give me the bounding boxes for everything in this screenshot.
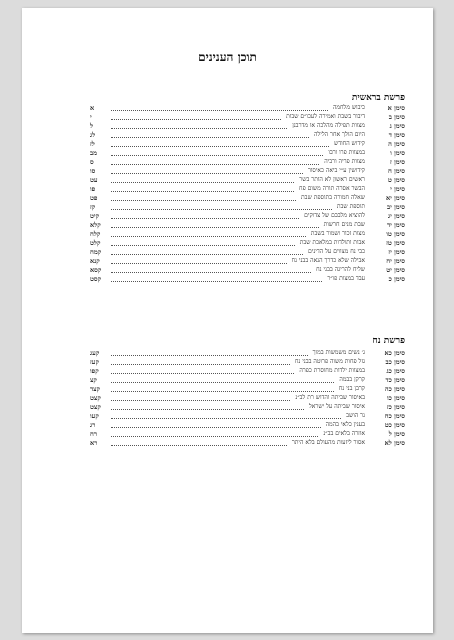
toc-topic: מצות זכור ושמור בשבת [310,230,365,237]
dot-leader [111,212,299,219]
toc-simon-label: סימן טז [386,238,405,247]
toc-topic: היום הולך אחר הלילה [314,131,365,138]
dot-leader [111,439,287,446]
toc-simon-label: סימן טו [386,229,405,238]
dot-leader [111,367,294,374]
dot-leader [111,167,303,174]
toc-simon-label: סימן יט [386,265,405,274]
toc-topic: אסור ליזעות מהעולם בלא היתר [291,439,365,446]
toc-page-number: י [90,112,92,121]
toc-topic: קרבן בני נח [338,385,365,392]
toc-topic: עבד במצות פו״ר [327,275,365,282]
toc-page-number: ל [90,121,94,130]
dot-leader [111,113,281,120]
toc-row [90,139,405,148]
toc-page-number: פט [90,193,98,202]
toc-page-number: קעג [90,348,100,357]
toc-simon-label: סימן א [387,103,405,112]
toc-topic: אבות ותולדות במלאכת שבת [299,239,365,246]
dot-leader [111,376,334,383]
toc-simon-label: סימן לא [384,438,405,447]
toc-topic: כבי נח מצווים על הדינים [308,248,365,255]
toc-row [90,402,405,411]
toc-row [90,411,405,420]
toc-topic: אוזרה בלאים בב״נ [323,430,365,437]
toc-page-number: קעז [90,357,99,366]
toc-simon-label: סימן כו [386,393,405,402]
toc-page-number: קסא [90,265,102,274]
toc-row [90,130,405,139]
toc-list-bereshit [90,103,405,283]
toc-topic: דיבור בשבת ואמירה לעכו״ם שבות [286,113,365,120]
dot-leader [111,257,287,264]
dot-leader [111,104,328,111]
toc-simon-label: סימן כג [386,366,405,375]
dot-leader [111,275,322,282]
toc-row [90,148,405,157]
toc-page-number: קפו [90,366,99,375]
toc-topic: בענין כלאי בהמה [325,421,365,428]
toc-simon-label: סימן כט [384,420,405,429]
toc-simon-label: סימן כז [386,402,405,411]
dot-leader [111,421,321,428]
toc-simon-label: סימן ו [390,148,405,157]
dot-leader [111,185,294,192]
toc-topic: נר הושב [346,412,365,419]
toc-simon-label: סימן ז [390,157,405,166]
toc-simon-label: סימן יב [386,202,405,211]
dot-leader [111,203,332,210]
toc-simon-label: סימן יד [386,220,405,229]
toc-row [90,265,405,274]
section-heading-bereshit: פרשת בראשית [351,93,405,103]
toc-row [90,121,405,130]
toc-row [90,220,405,229]
toc-topic: קידוש החודש [333,140,365,147]
toc-topic: הבשר אסרה תורה משום פח [299,185,365,192]
dot-leader [111,394,290,401]
toc-row [90,274,405,283]
toc-topic: תוספת שבת [336,203,365,210]
toc-page-number: רח [90,429,98,438]
dot-leader [111,149,323,156]
toc-row [90,112,405,121]
toc-row [90,393,405,402]
toc-simon-label: סימן ט [387,175,405,184]
toc-page-number: רג [90,420,96,429]
toc-page-number: סו [90,166,96,175]
toc-row [90,357,405,366]
toc-row [90,247,405,256]
toc-page-number: קז [90,202,96,211]
toc-topic: במצוות ילדות מחוסרת כפרה [299,367,365,374]
toc-topic: שאלה חמורה בתוספת שבת [301,194,365,201]
toc-page-number: קיט [90,211,100,220]
toc-page-number: קלא [90,220,101,229]
toc-topic: ג׳ נשים משמשות במוך [312,349,365,356]
toc-page-number: מב [90,148,97,157]
toc-page-number: קלח [90,229,101,238]
toc-simon-label: סימן ל [388,429,405,438]
dot-leader [111,430,318,437]
toc-row [90,103,405,112]
toc-topic: שבת מנים חרשות [323,221,365,228]
toc-simon-label: סימן ב [388,112,405,121]
toc-simon-label: סימן כח [384,411,405,420]
dot-leader [111,412,341,419]
dot-leader [111,266,311,273]
dot-leader [111,248,303,255]
dot-leader [111,140,329,147]
toc-page-number: קצד [90,384,101,393]
toc-page-number: קמח [90,247,102,256]
toc-row [90,438,405,447]
toc-simon-label: סימן יז [388,247,405,256]
toc-row [90,202,405,211]
toc-simon-label: סימן יג [387,211,405,220]
toc-simon-label: סימן ח [387,166,405,175]
toc-topic: מצוות תפילה מהלכה או מדרבנן [292,122,365,129]
toc-topic: קידושין ע״י ביאה כאיסור [307,167,365,174]
toc-topic: מצוות פריה ורביה [324,158,365,165]
toc-row [90,229,405,238]
toc-simon-label: סימן י [390,184,405,193]
toc-row [90,366,405,375]
toc-row [90,348,405,357]
toc-page-number: א [90,103,95,112]
toc-row [90,420,405,429]
dot-leader [111,176,294,183]
document-page [22,8,433,633]
section-heading-noach: פרשת נח [372,336,405,346]
toc-list-noach [90,348,405,447]
toc-topic: במצוות פרו ורבו [328,149,365,156]
toc-topic: כיבוש מלחמה [332,104,365,111]
toc-page-number: קצט [90,393,101,402]
toc-row [90,184,405,193]
toc-simon-label: סימן ה [388,139,405,148]
toc-row [90,384,405,393]
toc-page-number: קצ [90,375,97,384]
toc-simon-label: סימן כב [385,357,405,366]
dot-leader [111,122,287,129]
dot-leader [111,385,334,392]
toc-page-number: לג [90,130,96,139]
toc-simon-label: סימן יח [386,256,405,265]
toc-row [90,429,405,438]
toc-simon-label: סימן כ [388,274,405,283]
toc-row [90,211,405,220]
toc-topic: איסור שביתה על ישראל [309,403,365,410]
toc-simon-label: סימן יא [385,193,405,202]
toc-simon-label: סימן ד [388,130,405,139]
dot-leader [111,230,306,237]
toc-row [90,375,405,384]
toc-page-number: ס [90,157,94,166]
dot-leader [111,349,308,356]
toc-topic: אבילה שלא כדרך הנאה בבני נח [291,257,365,264]
toc-row [90,166,405,175]
toc-simon-label: סימן כד [385,375,405,384]
toc-row [90,256,405,265]
toc-topic: ראשים ראשון לא הותר בשר [299,176,365,183]
toc-page-number: קלט [90,238,101,247]
toc-topic: באיסור שביתה והדוש רת לב״נ [295,394,365,401]
dot-leader [111,131,309,138]
toc-row [90,157,405,166]
dot-leader [111,403,304,410]
toc-page-number: רא [90,438,98,447]
dot-leader [111,221,319,228]
toc-row [90,175,405,184]
dot-leader [111,358,290,365]
toc-simon-label: סימן כה [384,384,405,393]
page-title: תוכן הענינים [198,50,257,64]
dot-leader [111,194,296,201]
toc-topic: שליח להריגה בבני נח [316,266,365,273]
toc-topic: להוציא מלבבם של צדוקים [304,212,365,219]
toc-page-number: פו [90,184,96,193]
toc-simon-label: סימן כא [384,348,405,357]
toc-page-number: עט [90,175,98,184]
toc-page-number: קסט [90,274,102,283]
toc-page-number: קעו [90,411,99,420]
toc-topic: קרקן בבמה [339,376,365,383]
toc-row [90,238,405,247]
dot-leader [111,239,295,246]
toc-row [90,193,405,202]
dot-leader [111,158,319,165]
toc-topic: גזל פחות משוה פרוטה בבני נח [294,358,365,365]
toc-page-number: קנא [90,256,100,265]
toc-simon-label: סימן ג [389,121,405,130]
toc-page-number: קצט [90,402,101,411]
toc-page-number: לז [90,139,95,148]
